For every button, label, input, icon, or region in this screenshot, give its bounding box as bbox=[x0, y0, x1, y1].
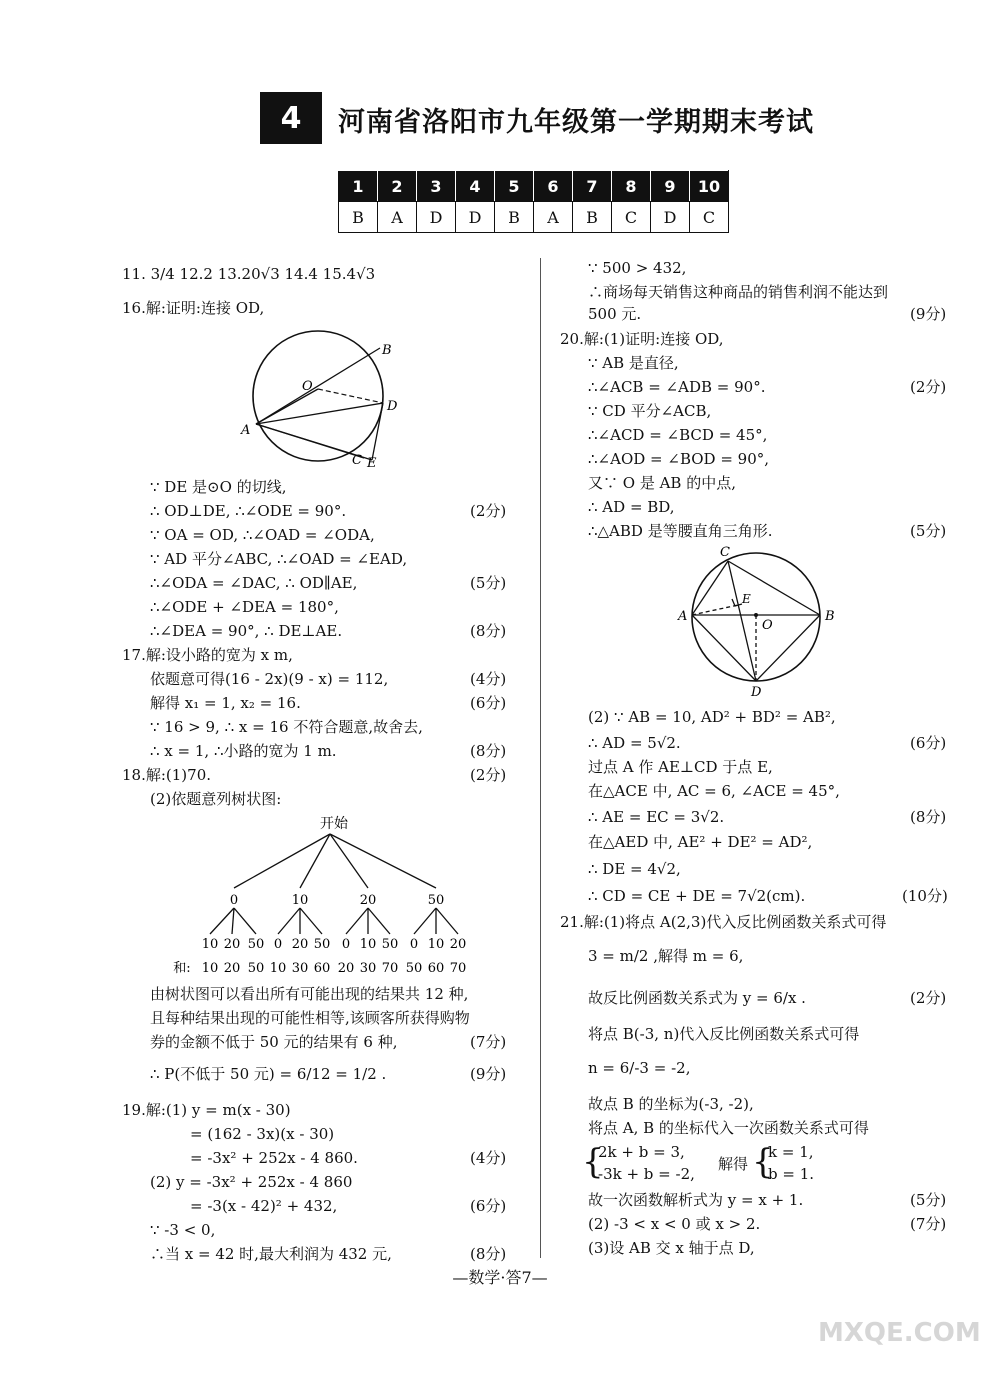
label-c: C bbox=[720, 545, 730, 560]
q18-tree-diagram bbox=[170, 812, 500, 980]
tree-sum: 50 bbox=[247, 961, 265, 976]
proof-line: ∵ CD 平分∠ACB, bbox=[588, 402, 712, 420]
tree-level2: 50 bbox=[313, 937, 331, 952]
proof-line: ∵ DE 是⊙O 的切线, bbox=[150, 478, 287, 496]
score: (6分) bbox=[470, 1197, 507, 1215]
question-number: 5 bbox=[495, 171, 534, 202]
tree-sum: 70 bbox=[449, 961, 467, 976]
score: (7分) bbox=[470, 1033, 507, 1051]
solution-line: ∴ AD = 5√2. bbox=[588, 734, 681, 752]
label-d: D bbox=[751, 685, 762, 699]
q16-circle-figure bbox=[236, 326, 406, 476]
solution-line: 过点 A 作 AE⊥CD 于点 E, bbox=[588, 758, 773, 776]
answer-table-answer-row bbox=[339, 202, 729, 233]
q20-circle-figure bbox=[672, 543, 842, 699]
solution-line: 且每种结果出现的可能性相等,该顾客所获得购物 bbox=[150, 1009, 470, 1027]
solution-line: ∵ 500 > 432, bbox=[588, 259, 687, 277]
tree-level2: 10 bbox=[201, 937, 219, 952]
label-b: B bbox=[825, 609, 835, 624]
proof-line: ∴∠AOD = ∠BOD = 90°, bbox=[588, 450, 770, 468]
q20-heading: 20.解:(1)证明:连接 OD, bbox=[560, 330, 724, 348]
label-a: A bbox=[241, 423, 251, 438]
score: (2分) bbox=[470, 502, 507, 520]
tree-sum: 20 bbox=[223, 961, 241, 976]
proof-line: ∴∠ODA = ∠DAC, ∴ OD∥AE, bbox=[150, 574, 358, 592]
paper-number-badge bbox=[260, 92, 322, 144]
tree-sum: 10 bbox=[269, 961, 287, 976]
tree-level2: 0 bbox=[273, 937, 283, 952]
proof-line: ∴∠DEA = 90°, ∴ DE⊥AE. bbox=[150, 622, 343, 640]
equation-line: b = 1. bbox=[768, 1165, 815, 1183]
tree-sum: 30 bbox=[291, 961, 309, 976]
question-number: 7 bbox=[573, 171, 612, 202]
score: (2分) bbox=[910, 989, 947, 1007]
solution-line: ∴ P(不低于 50 元) = 6/12 = 1/2 . bbox=[150, 1065, 387, 1083]
question-number: 6 bbox=[534, 171, 573, 202]
score: (2分) bbox=[470, 766, 507, 784]
proof-line: 又∵ O 是 AB 的中点, bbox=[588, 474, 736, 492]
tree-sum-label: 和: bbox=[173, 961, 191, 976]
label-a: A bbox=[678, 609, 688, 624]
solution-line: n = 6/-3 = -2, bbox=[588, 1059, 691, 1077]
solution-line: (2)依题意列树状图: bbox=[150, 790, 282, 808]
question-number: 9 bbox=[651, 171, 690, 202]
solution-line: ∴ CD = CE + DE = 7√2(cm). bbox=[588, 887, 806, 905]
solution-line: (2) y = -3x² + 252x - 4 860 bbox=[150, 1173, 353, 1191]
solution-line: 解得 x₁ = 1, x₂ = 16. bbox=[150, 694, 301, 712]
score: (8分) bbox=[910, 808, 947, 826]
page-footer: —数学·答7— bbox=[452, 1268, 548, 1287]
equation-line: 2k + b = 3, bbox=[598, 1143, 685, 1161]
solution-line: ∵ 16 > 9, ∴ x = 16 不符合题意,故舍去, bbox=[150, 718, 423, 736]
solution-line: 故反比例函数关系式为 y = 6/x . bbox=[588, 989, 806, 1007]
solution-line: 券的金额不低于 50 元的结果有 6 种, bbox=[150, 1033, 398, 1051]
score: (10分) bbox=[902, 887, 948, 905]
score: (8分) bbox=[470, 742, 507, 760]
proof-line: ∴∠ACD = ∠BCD = 45°, bbox=[588, 426, 768, 444]
answer-cell: D bbox=[651, 202, 690, 233]
solution-line: 在△AED 中, AE² + DE² = AD², bbox=[588, 833, 813, 851]
tree-level2: 0 bbox=[409, 937, 419, 952]
answer-cell: D bbox=[417, 202, 456, 233]
solution-line: 由树状图可以看出所有可能出现的结果共 12 种, bbox=[150, 985, 469, 1003]
tree-level2: 10 bbox=[359, 937, 377, 952]
proof-line: ∴ OD⊥DE, ∴∠ODE = 90°. bbox=[150, 502, 347, 520]
solution-line: 500 元. bbox=[588, 305, 642, 323]
question-number: 3 bbox=[417, 171, 456, 202]
question-number: 2 bbox=[378, 171, 417, 202]
tree-root: 开始 bbox=[320, 816, 348, 832]
solution-line: 3 = m/2 ,解得 m = 6, bbox=[588, 947, 744, 965]
solution-line: ∴ AE = EC = 3√2. bbox=[588, 808, 725, 826]
equation-line: k = 1, bbox=[768, 1143, 814, 1161]
solution-line: ∴商场每天销售这种商品的销售利润不能达到 bbox=[588, 283, 889, 301]
solution-line: 故点 B 的坐标为(-3, -2), bbox=[588, 1095, 754, 1113]
watermark: MXQE.COM bbox=[818, 1318, 981, 1348]
label-b: B bbox=[382, 343, 392, 358]
q17-heading: 17.解:设小路的宽为 x m, bbox=[122, 646, 293, 664]
tree-sum: 10 bbox=[201, 961, 219, 976]
score: (6分) bbox=[470, 694, 507, 712]
tree-level2: 50 bbox=[381, 937, 399, 952]
answer-cell: D bbox=[456, 202, 495, 233]
q16-heading: 16.解:证明:连接 OD, bbox=[122, 299, 265, 317]
score: (8分) bbox=[470, 1245, 507, 1263]
proof-line: ∵ AD 平分∠ABC, ∴∠OAD = ∠EAD, bbox=[150, 550, 408, 568]
solution-line: 将点 B(-3, n)代入反比例函数关系式可得 bbox=[588, 1025, 860, 1043]
proof-line: ∵ AB 是直径, bbox=[588, 354, 679, 372]
left-brace: { bbox=[752, 1142, 774, 1182]
tree-sum: 30 bbox=[359, 961, 377, 976]
tree-sum: 20 bbox=[337, 961, 355, 976]
tree-level2: 10 bbox=[427, 937, 445, 952]
solution-line: (3)设 AB 交 x 轴于点 D, bbox=[588, 1239, 755, 1257]
paper-number: 4 bbox=[280, 100, 302, 136]
tree-level1: 10 bbox=[291, 893, 309, 908]
solution-line: ∴ x = 1, ∴小路的宽为 1 m. bbox=[150, 742, 337, 760]
left-brace: { bbox=[582, 1142, 604, 1182]
question-number: 10 bbox=[690, 171, 729, 202]
score: (5分) bbox=[470, 574, 507, 592]
solution-line: 依题意可得(16 - 2x)(9 - x) = 112, bbox=[150, 670, 389, 688]
proof-line: ∴∠ODE + ∠DEA = 180°, bbox=[150, 598, 339, 616]
tree-sum: 60 bbox=[427, 961, 445, 976]
proof-line: ∴∠ACB = ∠ADB = 90°. bbox=[588, 378, 766, 396]
score: (9分) bbox=[910, 305, 947, 323]
answer-cell: B bbox=[573, 202, 612, 233]
question-number: 4 bbox=[456, 171, 495, 202]
solution-line: 解得 bbox=[718, 1155, 749, 1173]
tree-level2: 0 bbox=[341, 937, 351, 952]
tree-level2: 20 bbox=[223, 937, 241, 952]
tree-sum: 50 bbox=[405, 961, 423, 976]
answer-cell: A bbox=[534, 202, 573, 233]
tree-sum: 70 bbox=[381, 961, 399, 976]
proof-line: ∴△ABD 是等腰直角三角形. bbox=[588, 522, 773, 540]
tree-level2: 50 bbox=[247, 937, 265, 952]
solution-line: = (162 - 3x)(x - 30) bbox=[190, 1125, 335, 1143]
label-d: D bbox=[387, 399, 398, 414]
tree-level1: 20 bbox=[359, 893, 377, 908]
answer-cell: C bbox=[690, 202, 729, 233]
score: (5分) bbox=[910, 522, 947, 540]
solution-line: (2) -3 < x < 0 或 x > 2. bbox=[588, 1215, 761, 1233]
solution-line: ∴当 x = 42 时,最大利润为 432 元, bbox=[150, 1245, 392, 1263]
answer-table bbox=[338, 170, 729, 233]
label-o: O bbox=[762, 618, 773, 633]
equation-line: -3k + b = -2, bbox=[598, 1165, 695, 1183]
score: (7分) bbox=[910, 1215, 947, 1233]
proof-line: ∵ OA = OD, ∴∠OAD = ∠ODA, bbox=[150, 526, 375, 544]
column-divider bbox=[540, 258, 541, 1258]
score: (4分) bbox=[470, 1149, 507, 1167]
answer-cell: B bbox=[495, 202, 534, 233]
answers-11-15: 11. 3/4 12.2 13.20√3 14.4 15.4√3 bbox=[122, 265, 376, 283]
solution-line: ∵ -3 < 0, bbox=[150, 1221, 216, 1239]
answer-cell: A bbox=[378, 202, 417, 233]
score: (9分) bbox=[470, 1065, 507, 1083]
solution-line: = -3x² + 252x - 4 860. bbox=[190, 1149, 358, 1167]
proof-line: ∴ AD = BD, bbox=[588, 498, 675, 516]
tree-level1: 50 bbox=[427, 893, 445, 908]
label-o: O bbox=[302, 379, 313, 394]
score: (5分) bbox=[910, 1191, 947, 1209]
answer-cell: B bbox=[339, 202, 378, 233]
tree-sum: 60 bbox=[313, 961, 331, 976]
tree-level2: 20 bbox=[291, 937, 309, 952]
q21-heading: 21.解:(1)将点 A(2,3)代入反比例函数关系式可得 bbox=[560, 913, 887, 931]
score: (8分) bbox=[470, 622, 507, 640]
solution-line: ∴ DE = 4√2, bbox=[588, 860, 681, 878]
label-c: C bbox=[352, 453, 362, 468]
solution-line: 将点 A, B 的坐标代入一次函数关系式可得 bbox=[588, 1119, 869, 1137]
label-e: E bbox=[742, 592, 751, 606]
solution-line: = -3(x - 42)² + 432, bbox=[190, 1197, 338, 1215]
question-number: 1 bbox=[339, 171, 378, 202]
score: (2分) bbox=[910, 378, 947, 396]
page-title: 河南省洛阳市九年级第一学期期末考试 bbox=[338, 107, 814, 138]
question-number: 8 bbox=[612, 171, 651, 202]
tree-level1: 0 bbox=[229, 893, 239, 908]
tree-level2: 20 bbox=[449, 937, 467, 952]
answer-table-header-row bbox=[339, 171, 729, 202]
solution-line: 在△ACE 中, AC = 6, ∠ACE = 45°, bbox=[588, 782, 840, 800]
q18-heading: 18.解:(1)70. bbox=[122, 766, 212, 784]
label-e: E bbox=[367, 456, 377, 471]
solution-line: (2) ∵ AB = 10, AD² + BD² = AB², bbox=[588, 708, 836, 726]
score: (6分) bbox=[910, 734, 947, 752]
answer-cell: C bbox=[612, 202, 651, 233]
q19-heading: 19.解:(1) y = m(x - 30) bbox=[122, 1101, 291, 1119]
solution-line: 故一次函数解析式为 y = x + 1. bbox=[588, 1191, 804, 1209]
score: (4分) bbox=[470, 670, 507, 688]
